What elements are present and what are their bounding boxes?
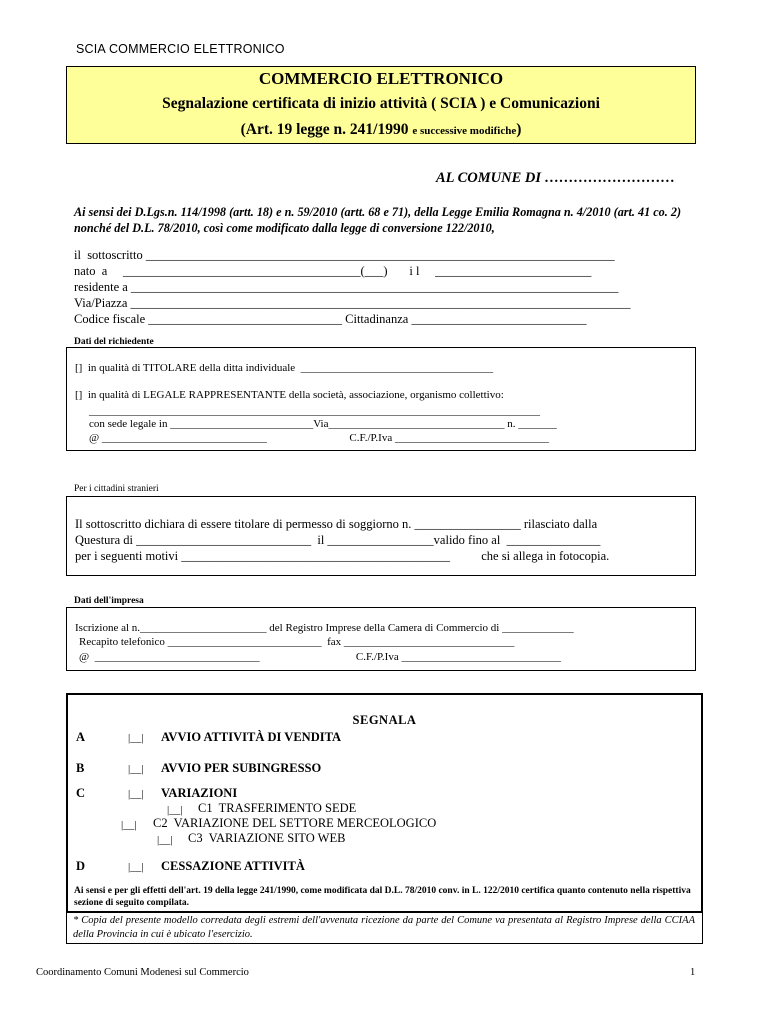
- field-nato-a[interactable]: nato a ______________________________________(___) i l _________________________: [74, 264, 592, 278]
- option-c3-checkbox[interactable]: |__|: [157, 834, 173, 846]
- option-c-letter: C: [76, 786, 86, 800]
- field-iscrizione[interactable]: Iscrizione al n._______________________ del Registro Imprese della Camera di Commercio di _____________: [75, 622, 574, 634]
- law-reference-end: ): [516, 121, 522, 138]
- title-box: [66, 66, 696, 144]
- section-stranieri-label: Per i cittadini stranieri: [74, 484, 159, 494]
- law-reference-main: (Art. 19 legge n. 241/1990: [240, 121, 413, 138]
- document-title: COMMERCIO ELETTRONICO: [258, 69, 504, 88]
- note-text: * Copia del presente modello corredata degli estremi dell'avvenuta ricezione da parte del Comune va presentata al Registro Imprese della CCIAA della Provincia in cui è ubicato l'esercizio.: [73, 915, 695, 940]
- stranieri-box: [66, 496, 696, 576]
- option-c2-checkbox[interactable]: |__|: [121, 819, 137, 831]
- page-number: 1: [690, 967, 696, 978]
- field-residente[interactable]: residente a ______________________________________________________________________________: [74, 280, 619, 294]
- field-recapito[interactable]: Recapito telefonico ____________________________ fax _______________________________: [79, 636, 515, 648]
- section-impresa-label: Dati dell'impresa: [74, 596, 144, 606]
- legal-certification: Ai sensi e per gli effetti dell'art. 19 della legge 241/1990, come modificata dal D.L. 78/2010 conv. in L. 122/2010 certifica quanto contenuto nella rispettiva sezione di seguito compilata.: [74, 886, 691, 908]
- section-richiedente-label: Dati del richiedente: [74, 337, 154, 347]
- option-c1-text: C1 TRASFERIMENTO SEDE: [198, 801, 357, 815]
- option-c3-text: C3 VARIAZIONE SITO WEB: [188, 831, 346, 845]
- option-d-text: CESSAZIONE ATTIVITÀ: [161, 859, 305, 873]
- field-questura[interactable]: Questura di ____________________________ il _________________valido fino al _______________: [75, 533, 601, 547]
- field-via-piazza[interactable]: Via/Piazza ________________________________________________________________________________: [74, 296, 631, 310]
- option-c1-checkbox[interactable]: |__|: [167, 804, 183, 816]
- option-a-text: AVVIO ATTIVITÀ DI VENDITA: [161, 730, 342, 744]
- intro-paragraph: Ai sensi dei D.Lgs.n. 114/1998 (artt. 18) e n. 59/2010 (artt. 68 e 71), della Legge Emilia Romagna n. 4/2010 (art. 41 co. 2) nonché del D.L. 78/2010, così come modificato dalla legge di conversione 122/2010,: [74, 205, 681, 235]
- option-c-checkbox[interactable]: |__|: [128, 788, 144, 800]
- field-permesso[interactable]: Il sottoscritto dichiara di essere titolare di permesso di soggiorno n. _________________ rilasciato dalla: [75, 517, 598, 531]
- field-societa[interactable]: __________________________________________________________________________________: [89, 405, 540, 417]
- note-box: [66, 912, 703, 944]
- recipient-comune: AL COMUNE DI ………………………: [436, 170, 676, 186]
- law-reference-small: e successive modifiche: [412, 125, 517, 137]
- field-sede-legale[interactable]: con sede legale in __________________________Via________________________________ n. _______: [89, 418, 557, 430]
- field-email-cf[interactable]: @ ______________________________ C.F./P.Iva ____________________________: [89, 432, 549, 444]
- header-label: SCIA COMMERCIO ELETTRONICO: [76, 42, 285, 56]
- segnala-box: [66, 693, 703, 913]
- option-b-text: AVVIO PER SUBINGRESSO: [161, 761, 322, 775]
- option-d-letter: D: [76, 859, 86, 873]
- impresa-box: [66, 607, 696, 671]
- field-motivi[interactable]: per i seguenti motivi ___________________________________________ che si allega in fotocopia.: [75, 549, 610, 563]
- field-codice-fiscale[interactable]: Codice fiscale _______________________________ Cittadinanza ____________________________: [74, 312, 587, 326]
- field-sottoscritto[interactable]: il sottoscritto ___________________________________________________________________________: [74, 248, 615, 262]
- option-a-checkbox[interactable]: |__|: [128, 732, 144, 744]
- segnala-title: SEGNALA: [352, 713, 417, 727]
- richiedente-box: [66, 347, 696, 451]
- field-impresa-email-cf[interactable]: @ ______________________________ C.F./P.Iva _____________________________: [79, 651, 561, 663]
- option-b-checkbox[interactable]: |__|: [128, 763, 144, 775]
- document-subtitle: Segnalazione certificata di inizio attività ( SCIA ) e Comunicazioni: [162, 95, 600, 112]
- option-c-text: VARIAZIONI: [161, 786, 238, 800]
- option-d-checkbox[interactable]: |__|: [128, 861, 144, 873]
- option-a-letter: A: [76, 730, 86, 744]
- option-b-letter: B: [76, 761, 85, 775]
- law-reference: [67, 121, 695, 139]
- footer-left: Coordinamento Comuni Modenesi sul Commercio: [36, 967, 249, 978]
- option-titolare[interactable]: [] in qualità di TITOLARE della ditta individuale ___________________________________: [75, 362, 494, 374]
- option-c2-text: C2 VARIAZIONE DEL SETTORE MERCEOLOGICO: [153, 816, 437, 830]
- option-legale-rappresentante[interactable]: [] in qualità di LEGALE RAPPRESENTANTE della società, associazione, organismo collettivo:: [75, 389, 504, 401]
